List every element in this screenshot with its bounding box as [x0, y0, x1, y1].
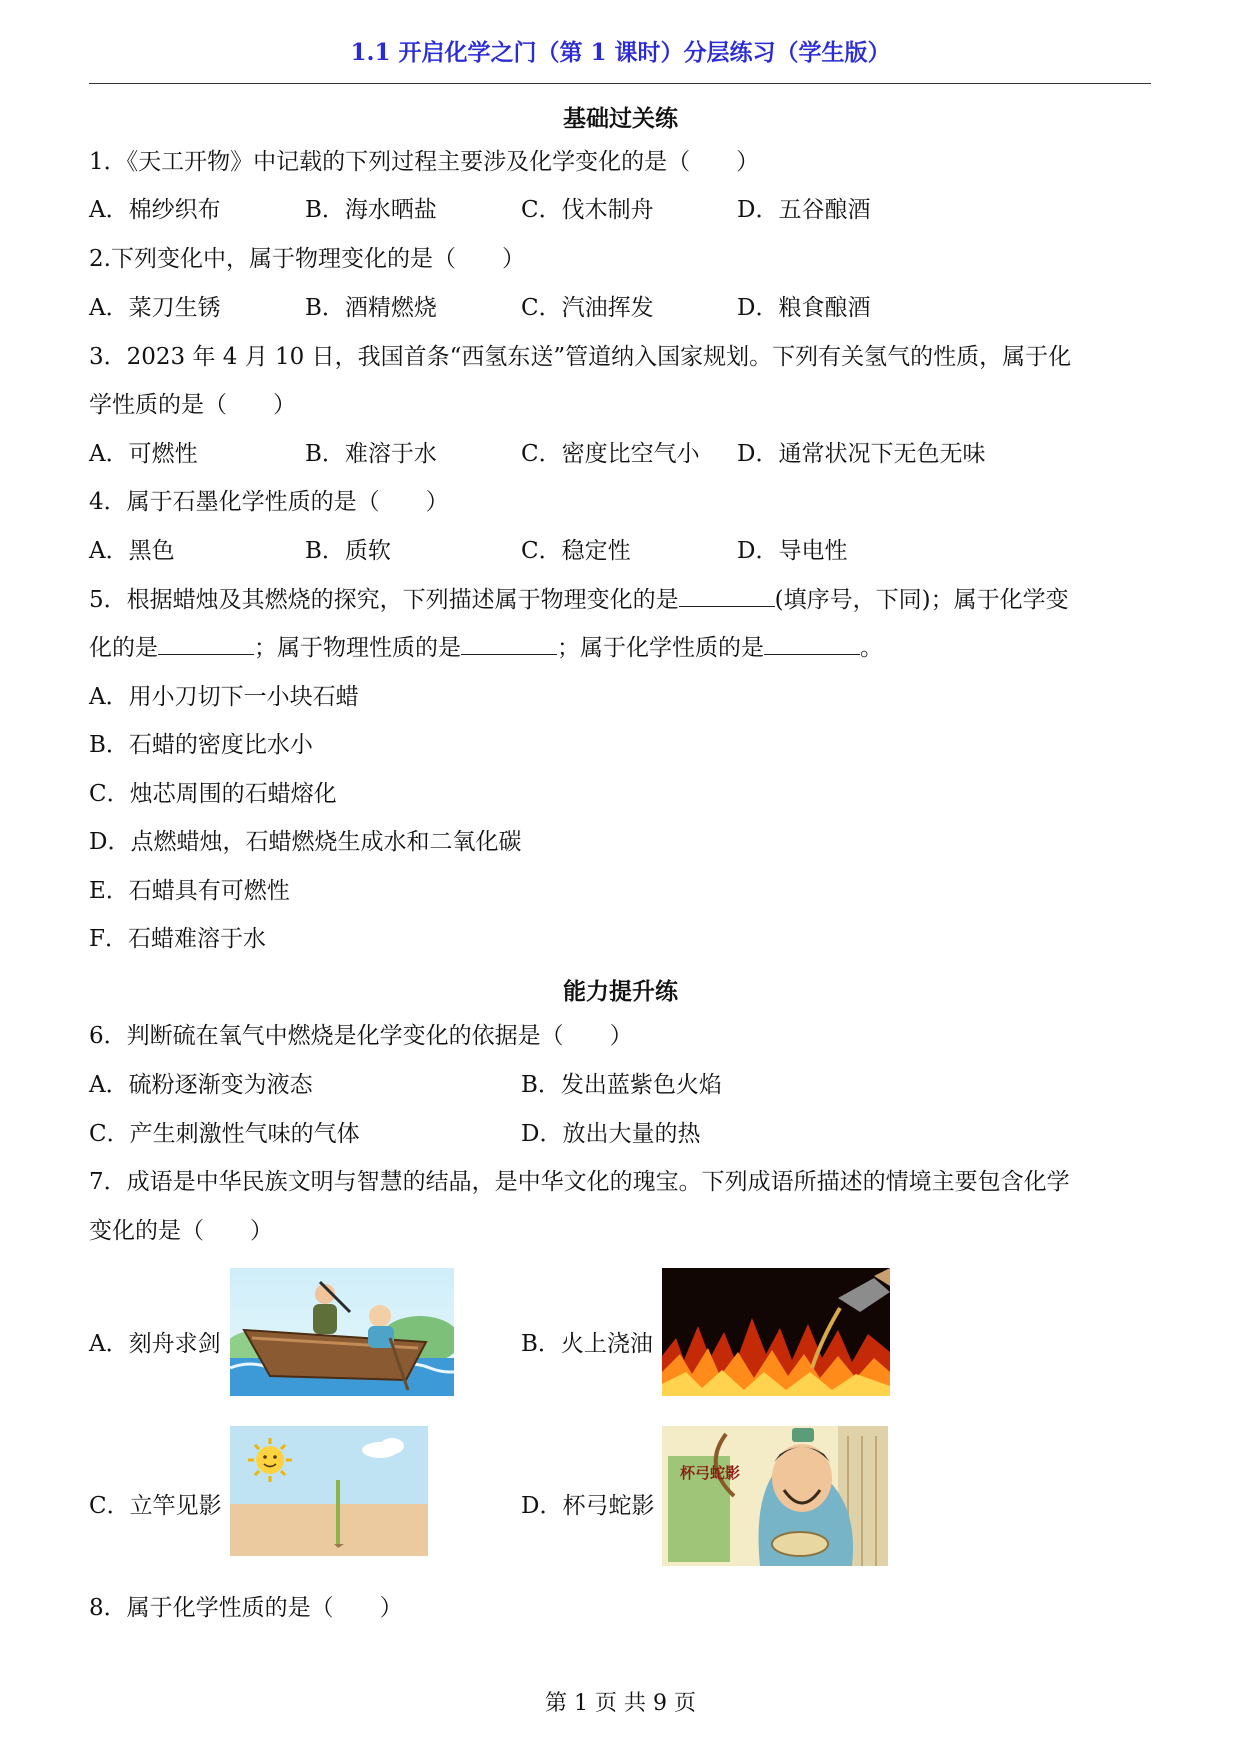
- q4-option-b[interactable]: B．质软: [305, 538, 391, 564]
- q5-blank-4[interactable]: [764, 634, 860, 655]
- q3-option-c[interactable]: C．密度比空气小: [521, 441, 700, 467]
- section-title-advanced: 能力提升练: [563, 978, 678, 1005]
- q7-option-a[interactable]: A．刻舟求剑: [89, 1331, 221, 1357]
- cup-bow-snake-image: [662, 1426, 888, 1566]
- q5-blank-3[interactable]: [461, 634, 557, 655]
- q1-option-a[interactable]: A．棉纱织布: [89, 197, 221, 223]
- boat-illustration-image: [230, 1268, 454, 1396]
- question-1-stem: 1．《天工开物》中记载的下列过程主要涉及化学变化的是（ ）: [89, 149, 760, 175]
- fire-oil-image: [662, 1268, 890, 1396]
- q4-option-a[interactable]: A．黑色: [89, 538, 175, 564]
- q5-blank-1[interactable]: [679, 586, 775, 607]
- q5-text-6: 。: [860, 635, 883, 661]
- q5-text-4: ；属于物理性质的是: [254, 635, 461, 661]
- question-5-stem-line-2: [89, 634, 883, 662]
- q5-item-c: C．烛芯周围的石蜡熔化: [89, 781, 337, 807]
- q5-item-b: B．石蜡的密度比水小: [89, 732, 313, 758]
- q5-text-2: (填序号，下同)；属于化学变: [774, 587, 1069, 613]
- q5-blank-2[interactable]: [158, 634, 254, 655]
- q7-option-d[interactable]: D．杯弓蛇影: [521, 1493, 655, 1519]
- q3-option-b[interactable]: B．难溶于水: [305, 441, 437, 467]
- q2-option-d[interactable]: D．粮食酿酒: [737, 295, 871, 321]
- q5-text-1: 5．根据蜡烛及其燃烧的探究，下列描述属于物理变化的是: [89, 587, 679, 613]
- q5-item-d: D．点燃蜡烛，石蜡燃烧生成水和二氧化碳: [89, 829, 522, 855]
- q4-option-d[interactable]: D．导电性: [737, 538, 848, 564]
- question-5-stem-line-1: [89, 586, 1069, 614]
- page-footer: 第 1 页 共 9 页: [545, 1691, 696, 1716]
- question-8-stem: 8．属于化学性质的是（ ）: [89, 1595, 403, 1621]
- q3-option-a[interactable]: A．可燃性: [89, 441, 198, 467]
- q6-option-d[interactable]: D．放出大量的热: [521, 1121, 701, 1147]
- question-7-stem-line-2: 变化的是（ ）: [89, 1218, 273, 1244]
- pole-shadow-image: [230, 1426, 428, 1556]
- question-3-stem-line-1: 3．2023 年 4 月 10 日，我国首条“西氢东送”管道纳入国家规划。下列有关氢气的性质，属于化: [89, 344, 1072, 370]
- question-3-stem-line-2: 学性质的是（ ）: [89, 392, 296, 418]
- q7-option-b[interactable]: B．火上浇油: [521, 1331, 653, 1357]
- q5-item-f: F．石蜡难溶于水: [89, 926, 266, 952]
- q3-option-d[interactable]: D．通常状况下无色无味: [737, 441, 986, 467]
- section-title-basic: 基础过关练: [563, 105, 678, 132]
- q6-option-c[interactable]: C．产生刺激性气味的气体: [89, 1121, 360, 1147]
- q5-item-a: A．用小刀切下一小块石蜡: [89, 684, 359, 710]
- question-2-stem: 2.下列变化中，属于物理变化的是（ ）: [89, 246, 525, 272]
- q5-item-e: E．石蜡具有可燃性: [89, 878, 290, 904]
- q4-option-c[interactable]: C．稳定性: [521, 538, 631, 564]
- page-header-title: 1.1 开启化学之门（第 1 课时）分层练习（学生版）: [350, 39, 891, 66]
- q1-option-b[interactable]: B．海水晒盐: [305, 197, 437, 223]
- q2-option-c[interactable]: C．汽油挥发: [521, 295, 654, 321]
- question-4-stem: 4．属于石墨化学性质的是（ ）: [89, 489, 449, 515]
- question-6-stem: 6．判断硫在氧气中燃烧是化学变化的依据是（ ）: [89, 1023, 633, 1049]
- q7-option-c[interactable]: C．立竿见影: [89, 1493, 222, 1519]
- q5-text-5: ；属于化学性质的是: [557, 635, 764, 661]
- q1-option-c[interactable]: C．伐木制舟: [521, 197, 654, 223]
- q2-option-b[interactable]: B．酒精燃烧: [305, 295, 437, 321]
- header-divider: [89, 83, 1151, 84]
- poster-title: 杯弓蛇影: [680, 1464, 741, 1482]
- question-7-stem-line-1: 7．成语是中华民族文明与智慧的结晶，是中华文化的瑰宝。下列成语所描述的情境主要包含化学: [89, 1169, 1070, 1195]
- q6-option-b[interactable]: B．发出蓝紫色火焰: [521, 1072, 722, 1098]
- q1-option-d[interactable]: D．五谷酿酒: [737, 197, 871, 223]
- q2-option-a[interactable]: A．菜刀生锈: [89, 295, 221, 321]
- q6-option-a[interactable]: A．硫粉逐渐变为液态: [89, 1072, 313, 1098]
- q5-text-3: 化的是: [89, 635, 158, 661]
